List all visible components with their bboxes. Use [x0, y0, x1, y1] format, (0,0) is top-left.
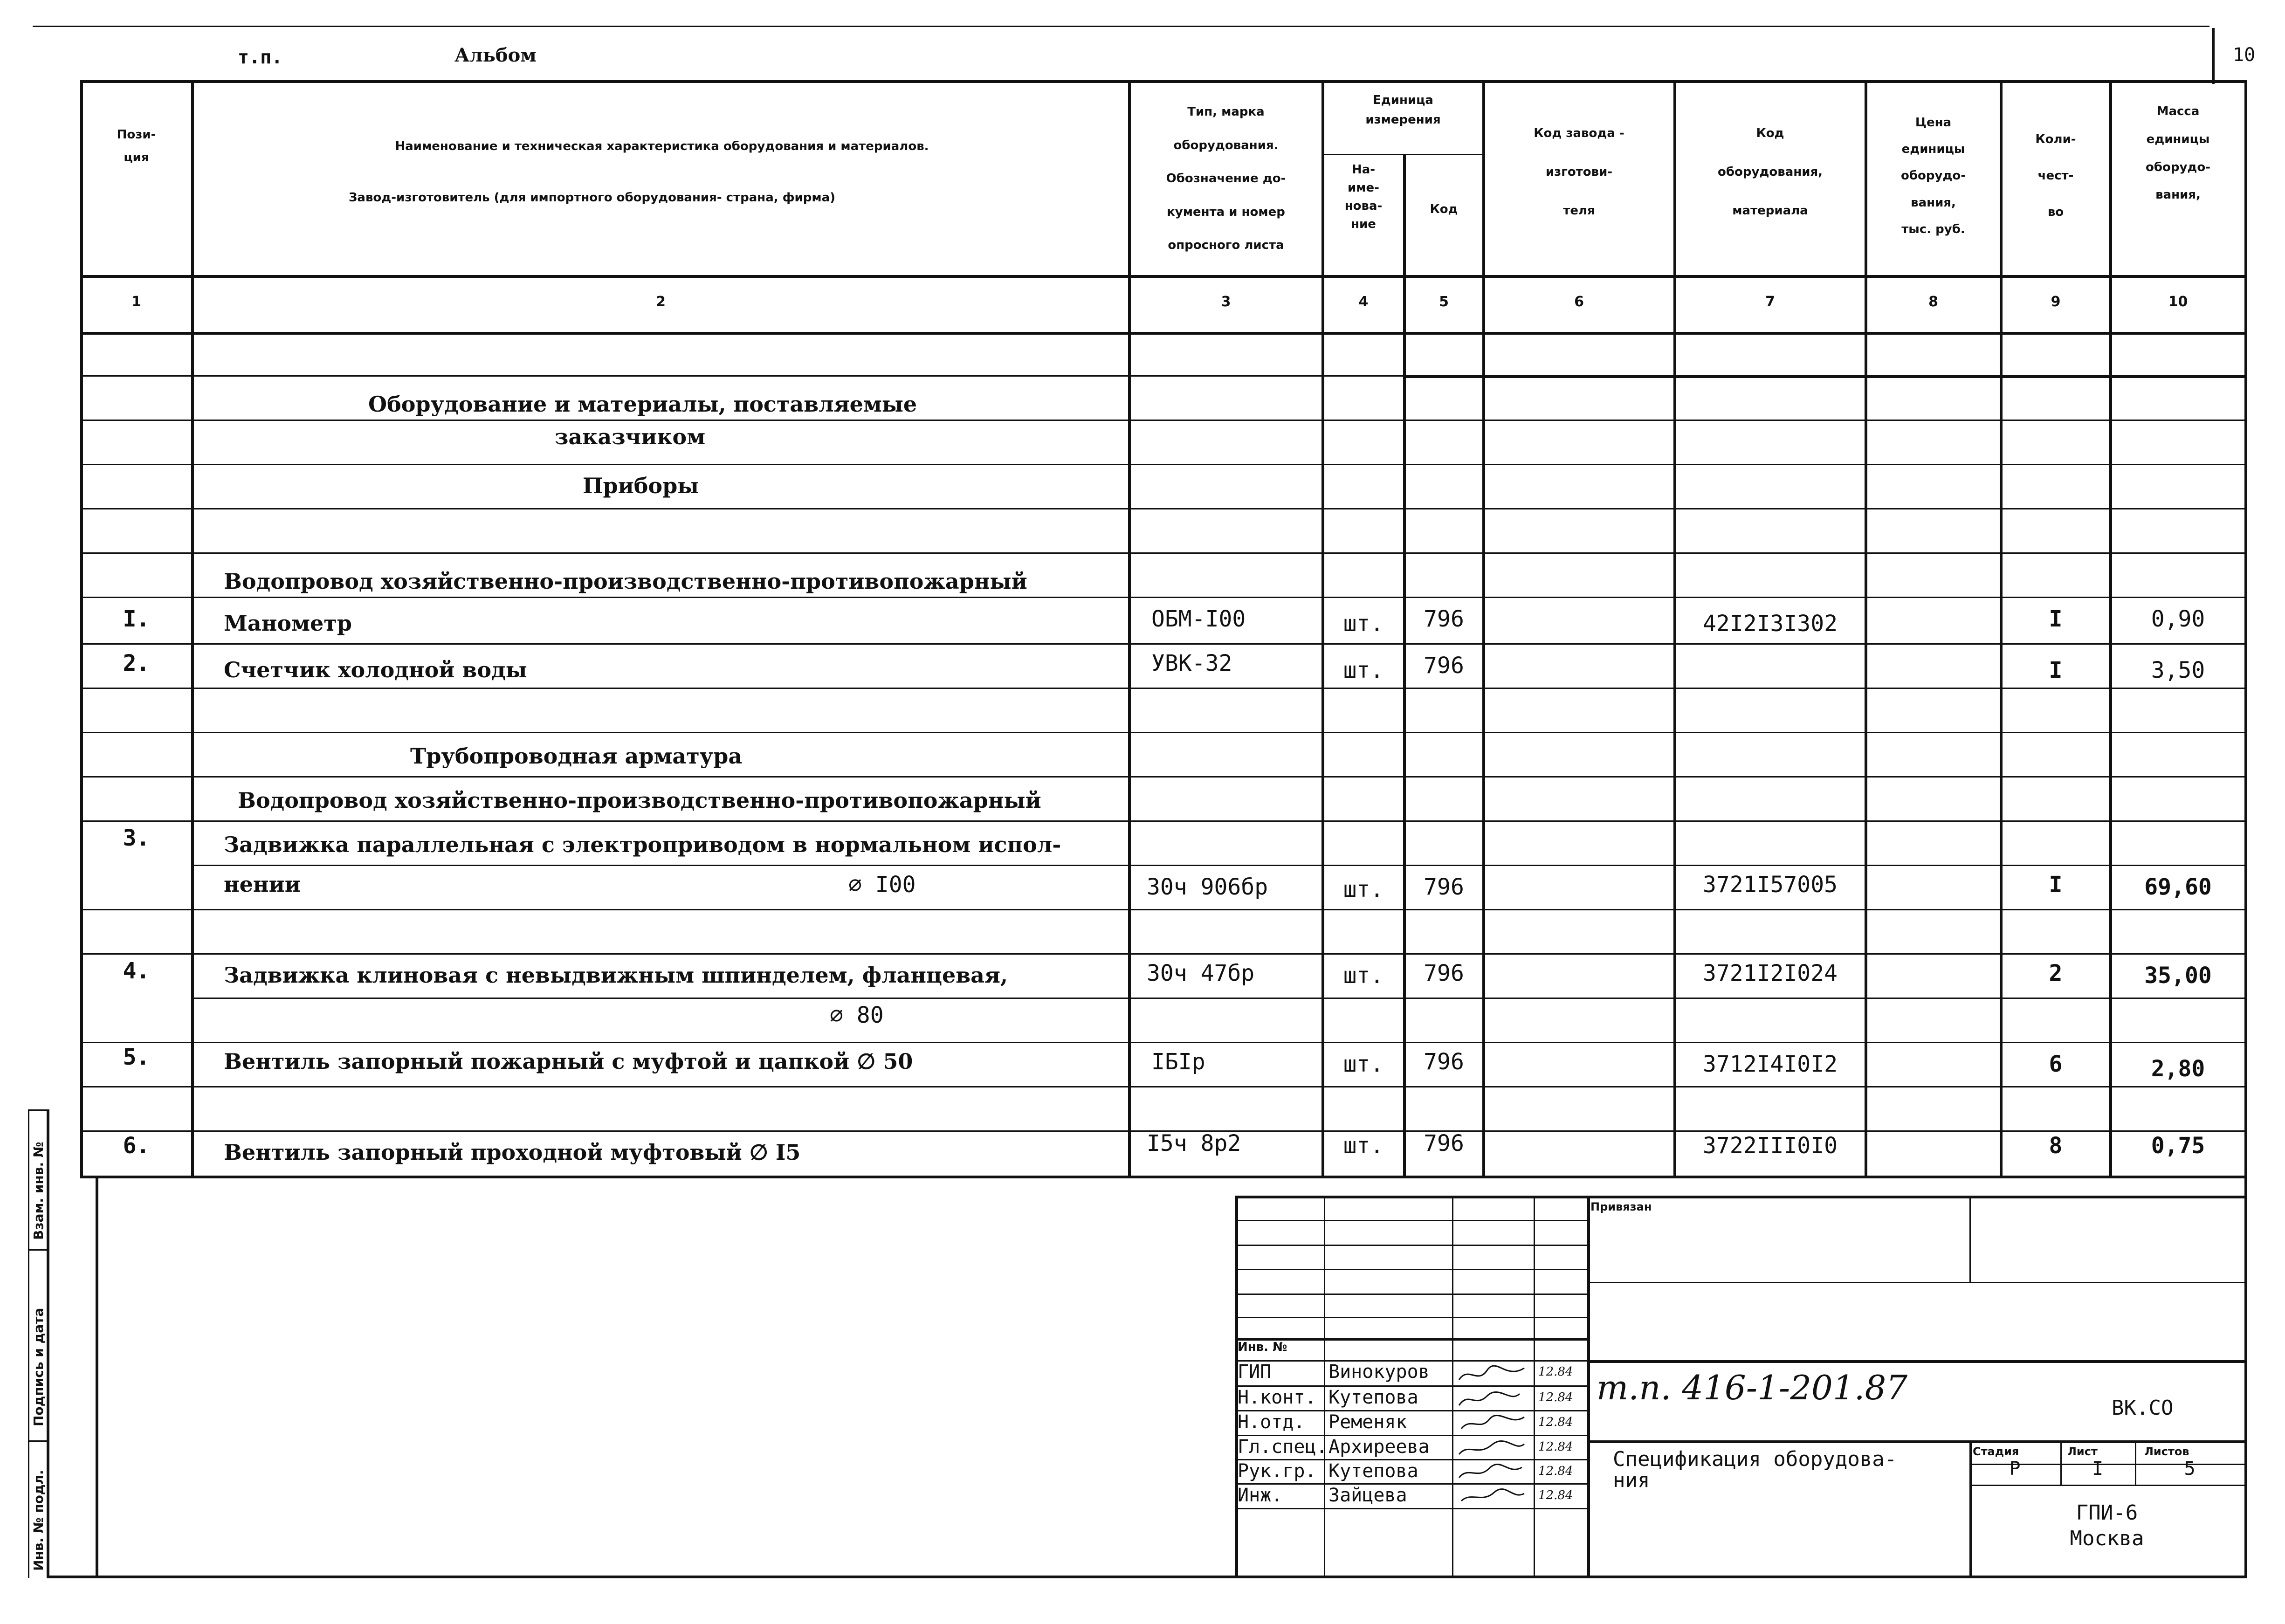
- side-replaced-inv: Взам. инв. №: [31, 1142, 46, 1240]
- row-line-5: [80, 552, 2246, 554]
- table-right-border: [2244, 80, 2247, 1178]
- row1-code: 796: [1424, 606, 1464, 632]
- table-top-border: [80, 80, 2246, 83]
- colnum-6: 6: [1574, 294, 1584, 310]
- row5-name: Вентиль запорный пожарный с муфтой и цапкой ∅ 50: [224, 1049, 913, 1074]
- header-name-line2: Завод-изготовитель (для импортного оборудования- страна, фирма): [348, 191, 836, 205]
- row5-qty: 6: [2049, 1051, 2063, 1077]
- tb-stage-value-line: [1969, 1485, 2246, 1486]
- row4-pos: 4.: [123, 958, 150, 984]
- row-line-0: [1403, 375, 2246, 378]
- colnum-5: 5: [1439, 294, 1449, 310]
- row2-type: УВК-32: [1151, 650, 1232, 676]
- header-price: Цена единицы оборудо- вания, тыс. руб.: [1900, 116, 1966, 236]
- row6-mass: 0,75: [2151, 1133, 2205, 1159]
- row1-type: ОБМ-I00: [1151, 606, 1246, 632]
- tb-line-5: [1235, 1317, 1587, 1318]
- unit-group-line: [1321, 154, 1482, 155]
- tb-date-2: 12.84: [1538, 1390, 1573, 1404]
- row-line-14: [80, 953, 2246, 955]
- tb-line-2: [1235, 1245, 1587, 1246]
- signature-2: [1459, 1392, 1520, 1405]
- tb-date-1: 12.84: [1538, 1365, 1573, 1379]
- signature-6: [1461, 1489, 1524, 1501]
- col-sep-7: [1865, 80, 1867, 1178]
- row5-unit: шт.: [1343, 1051, 1384, 1077]
- tb-person-2: Кутепова: [1328, 1387, 1418, 1408]
- col-sep-1: [191, 80, 194, 1178]
- colnum-10: 10: [2168, 294, 2188, 310]
- row1-mass: 0,90: [2151, 606, 2205, 632]
- row6-code: 796: [1424, 1130, 1464, 1156]
- tb-date-5: 12.84: [1538, 1464, 1573, 1478]
- tb-sheets-value: 5: [2184, 1458, 2196, 1479]
- page-number-divider: [2212, 28, 2215, 84]
- tb-role-1: ГИП: [1238, 1361, 1272, 1383]
- row5-equipment-code: 3712I4I0I2: [1703, 1051, 1838, 1077]
- row2-mass: 3,50: [2151, 657, 2205, 683]
- tb-role-6: Инж.: [1238, 1485, 1283, 1506]
- colnum-3: 3: [1221, 294, 1231, 310]
- tb-col-b: [1452, 1196, 1453, 1578]
- tb-line-12: [1235, 1483, 1587, 1485]
- row6-type: I5ч 8р2: [1147, 1130, 1241, 1156]
- header-unit: Единица измерения: [1365, 93, 1441, 127]
- tb-organization: ГПИ-6: [2076, 1501, 2138, 1525]
- row5-code: 796: [1424, 1049, 1464, 1075]
- tb-docno-top: [1587, 1360, 2246, 1363]
- row-line-8: [80, 688, 2246, 689]
- row6-pos: 6.: [123, 1133, 150, 1159]
- row-line-9: [80, 732, 2246, 733]
- tb-date-6: 12.84: [1538, 1488, 1573, 1502]
- tb-role-4: Гл.спец.: [1238, 1436, 1328, 1458]
- signatures-graphic: [1454, 1361, 1534, 1510]
- row1-unit: шт.: [1343, 611, 1384, 637]
- tb-person-3: Ременяк: [1328, 1411, 1407, 1433]
- row5-mass: 2,80: [2151, 1056, 2205, 1082]
- tb-sheet-value: I: [2092, 1458, 2104, 1479]
- tb-title-top: [1587, 1440, 2246, 1443]
- tb-date-4: 12.84: [1538, 1440, 1573, 1454]
- row6-name: Вентиль запорный проходной муфтовый ∅ I5: [224, 1140, 801, 1165]
- row-line-16: [80, 1042, 2246, 1043]
- tb-person-4: Архиреева: [1328, 1436, 1430, 1458]
- header-bottom-line: [80, 275, 2246, 278]
- row4-mass: 35,00: [2144, 963, 2212, 989]
- side-stamp-inner-line: [28, 1109, 29, 1578]
- colnum-2: 2: [656, 294, 666, 310]
- header-unit-code: Код: [1430, 202, 1458, 216]
- col-sep-5: [1482, 80, 1485, 1178]
- row1-pos: I.: [123, 606, 150, 632]
- row-line-6: [80, 597, 2246, 598]
- row3-pos: 3.: [123, 825, 150, 851]
- header-unit-name: На- име- нова- ние: [1344, 163, 1383, 231]
- sheet-right-border: [2244, 1176, 2247, 1578]
- sheet-bottom-border: [47, 1576, 2247, 1578]
- row-line-1: [80, 375, 1404, 377]
- tb-title-line2: ния: [1613, 1468, 1650, 1492]
- side-signature-date: Подпись и дата: [31, 1307, 46, 1426]
- colnum-7: 7: [1765, 294, 1775, 310]
- section-water-supply-1: Водопровод хозяйственно-производственно-противопожарный: [224, 569, 1027, 594]
- row-line-4: [80, 508, 2246, 509]
- tb-privyazan-sep: [1969, 1196, 1971, 1282]
- row5-pos: 5.: [123, 1044, 150, 1070]
- row2-unit: шт.: [1343, 657, 1384, 683]
- tb-col-d: [1587, 1196, 1590, 1578]
- tb-inv-no: Инв. №: [1238, 1340, 1287, 1354]
- tb-date-3: 12.84: [1538, 1415, 1573, 1429]
- tb-person-5: Кутепова: [1328, 1460, 1418, 1482]
- row1-equipment-code: 42I2I3I302: [1703, 611, 1838, 637]
- row3-equipment-code: 3721I57005: [1703, 872, 1838, 898]
- row2-name: Счетчик холодной воды: [224, 657, 527, 682]
- colnum-4: 4: [1358, 294, 1369, 310]
- row-line-17: [80, 1086, 2246, 1087]
- row3-mass: 69,60: [2144, 874, 2212, 900]
- tb-role-5: Рук.гр.: [1238, 1460, 1316, 1482]
- header-plant-code: Код завода - изготови- теля: [1534, 126, 1624, 218]
- row-line-2: [80, 420, 2246, 421]
- signature-4: [1459, 1441, 1524, 1454]
- sheet-left-border: [96, 1176, 98, 1578]
- row3-code: 796: [1424, 874, 1464, 900]
- section-pipeline-fittings: Трубопроводная арматура: [410, 743, 743, 769]
- row-line-12: [191, 865, 2246, 866]
- tb-line-4: [1235, 1294, 1587, 1295]
- tb-col-a: [1324, 1196, 1325, 1578]
- header-type: Тип, марка оборудования. Обозначение до- кумента и номер опросного листа: [1166, 105, 1286, 252]
- tb-line-6: [1235, 1338, 1587, 1341]
- colnum-9: 9: [2051, 294, 2061, 310]
- tb-col-c: [1534, 1196, 1535, 1578]
- tb-document-mark: ВК.СО: [2112, 1396, 2174, 1420]
- row4-diameter: ∅ 80: [830, 1002, 884, 1028]
- colnum-1: 1: [131, 294, 141, 310]
- row4-type: 30ч 47бр: [1147, 960, 1255, 986]
- table-bottom-border: [80, 1176, 2246, 1178]
- row3-qty: I: [2049, 872, 2063, 898]
- tb-stage-value: Р: [2009, 1458, 2021, 1479]
- tb-line-1: [1235, 1220, 1587, 1221]
- section-water-supply-2: Водопровод хозяйственно-производственно-противопожарный: [238, 788, 1041, 813]
- tb-line-13: [1235, 1508, 1587, 1509]
- tb-sheets-label: Листов: [2144, 1445, 2189, 1458]
- section-instruments: Приборы: [583, 473, 699, 498]
- tb-role-2: Н.конт.: [1238, 1387, 1316, 1408]
- header-name-line1: Наименование и техническая характеристика оборудования и материалов.: [395, 139, 929, 153]
- side-stamp-sep-1: [28, 1249, 47, 1251]
- tb-sheet-label: Лист: [2067, 1445, 2098, 1458]
- header-equipment-code: Код оборудования, материала: [1717, 126, 1823, 218]
- tb-privyazan: Привязан: [1590, 1200, 1652, 1213]
- row4-equipment-code: 3721I2I024: [1703, 960, 1838, 986]
- row-line-11: [80, 820, 2246, 822]
- colnum-8: 8: [1928, 294, 1938, 310]
- top-border-line: [33, 26, 2209, 27]
- side-stamp-top: [28, 1109, 47, 1111]
- tb-line-3: [1235, 1269, 1587, 1270]
- page-number: 10: [2233, 44, 2256, 66]
- row5-type: IБIр: [1151, 1049, 1205, 1075]
- row2-qty: I: [2049, 657, 2063, 683]
- section-supplied-by-customer-cont: заказчиком: [555, 424, 706, 449]
- row3-name: Задвижка параллельная с электроприводом в нормальном испол-: [224, 832, 1061, 857]
- row4-name: Задвижка клиновая с невыдвижным шпинделем, фланцевая,: [224, 963, 1008, 988]
- row6-equipment-code: 3722III0I0: [1703, 1133, 1838, 1159]
- header-mass: Масса единицы оборудо- вания,: [2145, 104, 2211, 202]
- row4-code: 796: [1424, 960, 1464, 986]
- row4-unit: шт.: [1343, 963, 1384, 989]
- tb-privyazan-bottom: [1587, 1282, 2246, 1283]
- tp-label: т.п.: [238, 47, 283, 68]
- signature-1: [1459, 1366, 1524, 1380]
- side-original-inv: Инв. № подл.: [31, 1470, 46, 1571]
- tb-person-1: Винокуров: [1328, 1361, 1430, 1383]
- row-line-7: [80, 643, 2246, 645]
- row2-pos: 2.: [123, 650, 150, 676]
- row3-type: 30ч 906бр: [1147, 874, 1268, 900]
- signature-3: [1461, 1415, 1524, 1429]
- row-line-3: [80, 464, 2246, 465]
- row3-unit: шт.: [1343, 876, 1384, 902]
- signature-5: [1459, 1465, 1522, 1478]
- side-stamp-right-border: [47, 1109, 49, 1578]
- header-quantity: Коли- чест- во: [2035, 132, 2076, 219]
- tb-role-3: Н.отд.: [1238, 1411, 1305, 1433]
- tb-document-number: т.п. 416-1-201.87: [1597, 1368, 1908, 1407]
- row1-qty: I: [2049, 606, 2063, 632]
- row3-diameter: ∅ I00: [848, 872, 916, 898]
- tb-stage-label: Стадия: [1973, 1445, 2019, 1458]
- tb-city: Москва: [2070, 1527, 2144, 1550]
- row-line-13: [80, 909, 2246, 910]
- row6-qty: 8: [2049, 1133, 2063, 1159]
- row3-name-cont: нении: [224, 872, 301, 897]
- row1-name: Манометр: [224, 611, 352, 636]
- section-supplied-by-customer: Оборудование и материалы, поставляемые: [368, 392, 917, 417]
- tb-person-6: Зайцева: [1328, 1485, 1407, 1506]
- row4-qty: 2: [2049, 960, 2063, 986]
- row-line-15: [191, 998, 2246, 999]
- album-label: Альбом: [454, 44, 537, 66]
- header-position: Пози- ция: [117, 128, 156, 165]
- row6-unit: шт.: [1343, 1133, 1384, 1159]
- side-stamp-sep-2: [28, 1440, 47, 1442]
- tb-top-border: [1235, 1196, 2246, 1198]
- row-line-10: [80, 776, 2246, 778]
- row2-code: 796: [1424, 653, 1464, 679]
- colnum-bottom-line: [80, 332, 2246, 335]
- tb-title-line1: Спецификация оборудова-: [1613, 1447, 1897, 1471]
